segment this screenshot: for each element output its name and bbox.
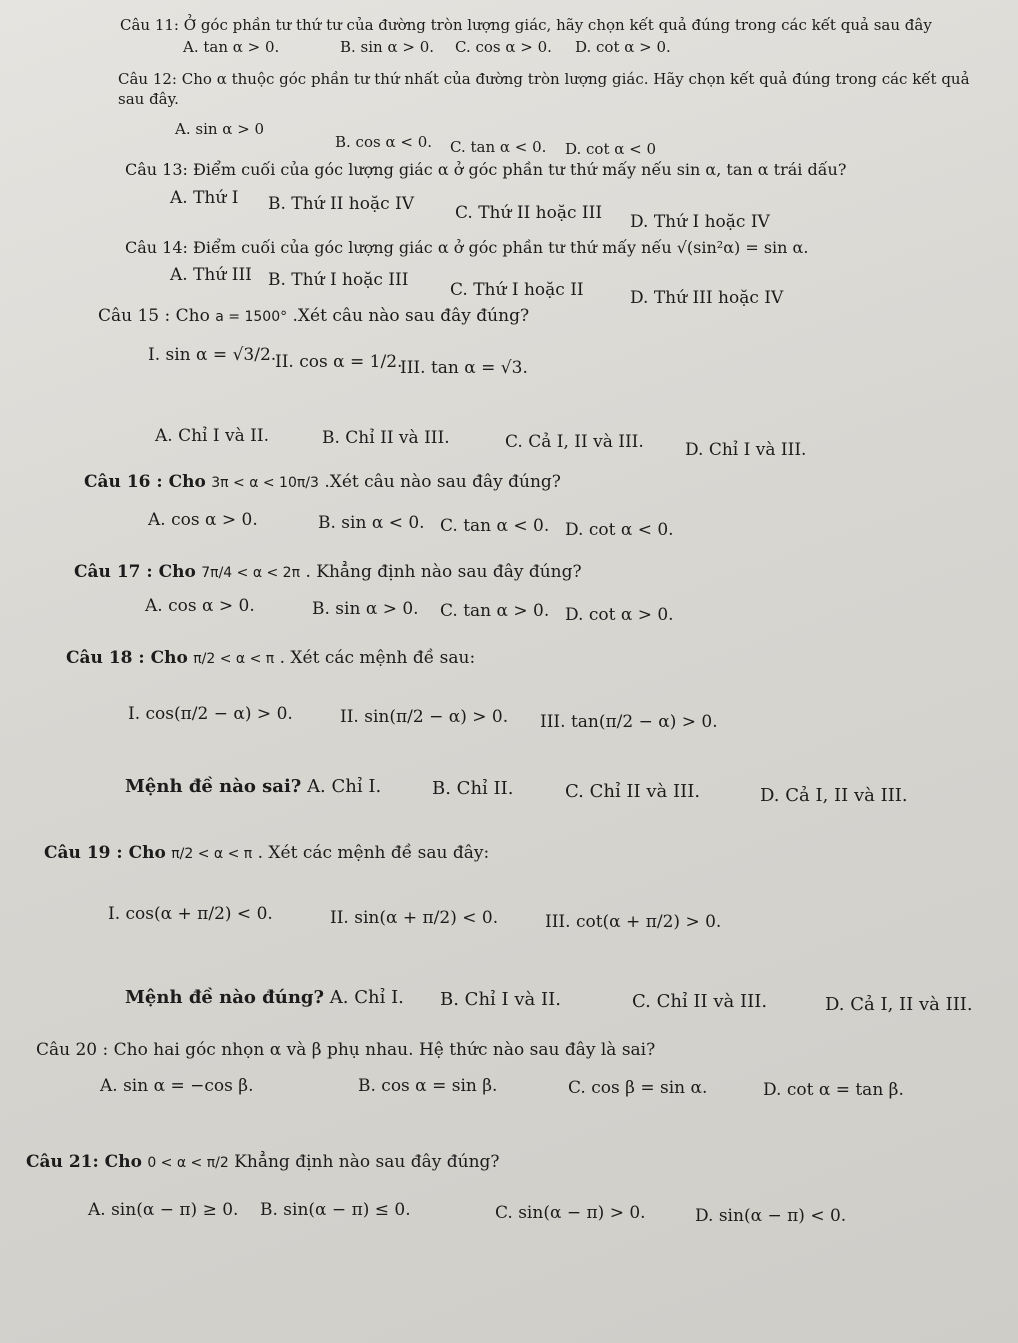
q17-option-c: C. tan α > 0. (440, 601, 550, 621)
q15-statement-1: I. sin α = √3/2. (148, 345, 277, 365)
q18-question: Mệnh đề nào sai? A. Chỉ I. (125, 776, 382, 797)
q20-option-d: D. cot α = tan β. (763, 1080, 904, 1100)
q17-stem: Câu 17 : Cho 7π/4 < α < 2π . Khẳng định nào sau đây đúng? (74, 562, 582, 582)
q19-stem: Câu 19 : Cho π/2 < α < π . Xét các mệnh đề sau đây: (44, 843, 490, 863)
q12-option-d: D. cot α < 0 (565, 140, 657, 158)
q20-option-a: A. sin α = −cos β. (100, 1076, 254, 1096)
q14-option-d: D. Thứ III hoặc IV (630, 288, 784, 308)
q19-statement-2: II. sin(α + π/2) < 0. (330, 908, 499, 928)
q15-stem: Câu 15 : Cho a = 1500° .Xét câu nào sau đây đúng? (98, 306, 530, 326)
q19-option-b: B. Chỉ I và II. (440, 989, 561, 1010)
q15-option-b: B. Chỉ II và III. (322, 428, 450, 448)
q20-option-c: C. cos β = sin α. (568, 1078, 708, 1098)
q20-stem: Câu 20 : Cho hai góc nhọn α và β phụ nhau. Hệ thức nào sau đây là sai? (36, 1040, 656, 1060)
q14-stem: Câu 14: Điểm cuối của góc lượng giác α ở góc phần tư thứ mấy nếu √(sin²α) = sin α. (125, 238, 809, 257)
q20-option-b: B. cos α = sin β. (358, 1076, 498, 1096)
q11-option-b: B. sin α > 0. (340, 38, 435, 56)
q16-option-c: C. tan α < 0. (440, 516, 550, 536)
q21-option-a: A. sin(α − π) ≥ 0. (88, 1200, 239, 1220)
q11-stem: Câu 11: Ở góc phần tư thứ tư của đường tròn lượng giác, hãy chọn kết quả đúng trong các kết quả sau đây (120, 16, 932, 34)
q15-option-a: A. Chỉ I và II. (155, 426, 269, 446)
q12-stem-cont: sau đây. (118, 90, 179, 108)
q19-statement-1: I. cos(α + π/2) < 0. (108, 904, 273, 924)
q21-stem: Câu 21: Cho 0 < α < π/2 Khẳng định nào sau đây đúng? (26, 1152, 500, 1172)
q19-option-d: D. Cả I, II và III. (825, 994, 973, 1015)
q15-option-d: D. Chỉ I và III. (685, 440, 807, 460)
q14-option-b: B. Thứ I hoặc III (268, 270, 409, 290)
q18-statement-1: I. cos(π/2 − α) > 0. (128, 704, 293, 724)
q21-option-d: D. sin(α − π) < 0. (695, 1206, 847, 1226)
q11-option-c: C. cos α > 0. (455, 38, 552, 56)
q15-option-c: C. Cả I, II và III. (505, 432, 644, 452)
q18-stem: Câu 18 : Cho π/2 < α < π . Xét các mệnh đề sau: (66, 648, 476, 668)
q15-statement-3: III. tan α = √3. (400, 358, 528, 378)
q12-option-b: B. cos α < 0. (335, 133, 433, 151)
q13-option-a: A. Thứ I (170, 188, 239, 208)
q18-option-b: B. Chỉ II. (432, 778, 514, 799)
q19-statement-3: III. cot(α + π/2) > 0. (545, 912, 722, 932)
q11-option-d: D. cot α > 0. (575, 38, 671, 56)
q16-option-a: A. cos α > 0. (148, 510, 258, 530)
q14-option-c: C. Thứ I hoặc II (450, 280, 584, 300)
q16-option-b: B. sin α < 0. (318, 513, 425, 533)
q21-option-c: C. sin(α − π) > 0. (495, 1203, 646, 1223)
q17-option-d: D. cot α > 0. (565, 605, 674, 625)
q18-option-d: D. Cả I, II và III. (760, 785, 908, 806)
q21-option-b: B. sin(α − π) ≤ 0. (260, 1200, 411, 1220)
q11-option-a: A. tan α > 0. (183, 38, 280, 56)
q13-stem: Câu 13: Điểm cuối của góc lượng giác α ở góc phần tư thứ mấy nếu sin α, tan α trái dấu? (125, 160, 847, 179)
q12-option-c: C. tan α < 0. (450, 138, 547, 156)
q19-question: Mệnh đề nào đúng? A. Chỉ I. (125, 987, 404, 1008)
q17-option-a: A. cos α > 0. (145, 596, 255, 616)
q17-option-b: B. sin α > 0. (312, 599, 419, 619)
q12-stem: Câu 12: Cho α thuộc góc phần tư thứ nhất của đường tròn lượng giác. Hãy chọn kết quả đúng trong các kết quả (118, 70, 970, 88)
q18-option-c: C. Chỉ II và III. (565, 781, 701, 802)
q18-statement-3: III. tan(π/2 − α) > 0. (540, 712, 718, 732)
q16-option-d: D. cot α < 0. (565, 520, 674, 540)
q13-option-b: B. Thứ II hoặc IV (268, 194, 415, 214)
q18-statement-2: II. sin(π/2 − α) > 0. (340, 707, 509, 727)
q15-statement-2: II. cos α = 1/2. (275, 352, 403, 372)
q19-option-c: C. Chỉ II và III. (632, 991, 768, 1012)
q13-option-c: C. Thứ II hoặc III (455, 203, 603, 223)
q16-stem: Câu 16 : Cho 3π < α < 10π/3 .Xét câu nào sau đây đúng? (84, 472, 561, 492)
q13-option-d: D. Thứ I hoặc IV (630, 212, 770, 232)
q14-option-a: A. Thứ III (170, 265, 252, 285)
q12-option-a: A. sin α > 0 (175, 120, 265, 138)
